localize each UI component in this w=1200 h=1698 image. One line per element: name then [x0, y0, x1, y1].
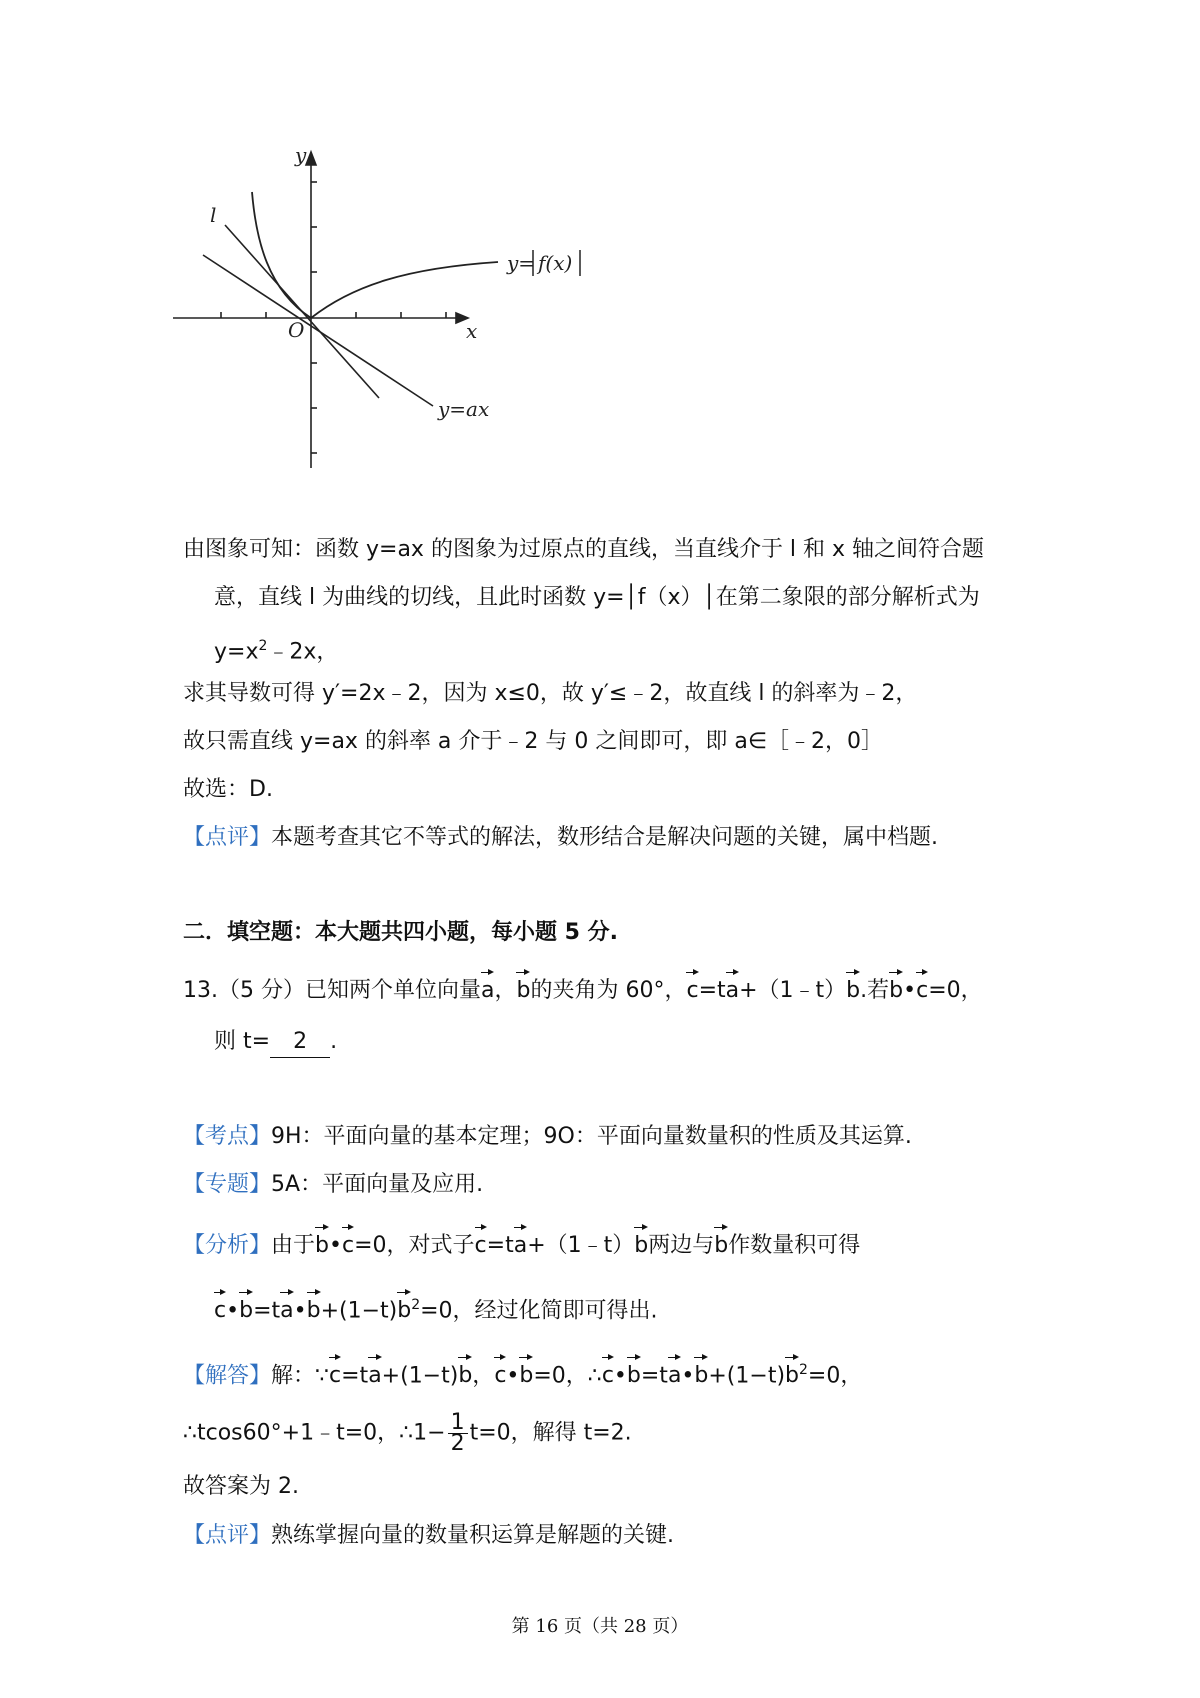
x-axis-label: x	[466, 319, 478, 343]
comment-tag-2: 【点评】	[183, 1523, 272, 1548]
answer-line: 故答案为 2.	[183, 1474, 299, 1499]
curve-label-prefix: y=	[507, 251, 536, 275]
tangent-line-l	[225, 225, 379, 398]
q13-prefix: 13.（5 分）已知两个单位向量	[183, 978, 481, 1003]
solution-line-2: 意，直线 l 为曲线的切线，且此时函数 y=│f（x）│在第二象限的部分解析式为	[214, 585, 980, 610]
line-l-label: l	[210, 203, 217, 227]
formula-post: ﹣2x，	[267, 639, 339, 665]
solution-line-6: 故选：D.	[183, 777, 273, 802]
line-y-ax	[203, 255, 433, 406]
comment-tag-1: 【点评】	[183, 825, 272, 850]
comment-1	[183, 823, 938, 853]
line-ax-label: y=ax	[438, 397, 490, 421]
zhuanti	[183, 1170, 483, 1200]
fenxi-line-2: $c•b=ta•b+(1-t)b^2=0$，经过化简即可得出.	[214, 1290, 658, 1326]
question-13: 13.（5 分）已知两个单位向量a，b的夹角为 60°，c=ta+（1﹣t）b.若b•c=0，	[183, 972, 983, 1006]
zhuanti-tag: 【专题】	[183, 1172, 272, 1197]
fenxi-tag: 【分析】	[183, 1233, 272, 1258]
fenxi-line-1: 【分析】由于b•c=0，对式子c=ta+（1﹣t）b两边与b作数量积可得	[183, 1227, 860, 1261]
curve-label-fx: f(x)	[538, 251, 573, 275]
y-axis-arrow	[306, 152, 316, 165]
answer-blank: 2	[270, 1027, 330, 1058]
comment-text-1: 本题考查其它不等式的解法，数形结合是解决问题的关键，属中档题.	[271, 825, 939, 850]
vec-b: b	[516, 972, 530, 1006]
q13-text2: 若	[867, 978, 890, 1003]
solution-line-1: 由图象可知：函数 y=ax 的图象为过原点的直线，当直线介于 l 和 x 轴之间符合题	[183, 537, 985, 562]
kaodian-text: 9H：平面向量的基本定理；9O：平面向量数量积的性质及其运算.	[271, 1124, 912, 1149]
solution-line-4: 求其导数可得 y′=2x﹣2，因为 x≤0，故 y′≤﹣2，故直线 l 的斜率为﹣2，	[183, 681, 918, 706]
x-ticks	[221, 312, 446, 318]
jieda-line-1: 【解答】解：∵c=ta+(1−t)b，c•b=0，$\therefore c•b=ta•b+(1-t)b^2=0$，	[183, 1355, 862, 1391]
question-13-answer: 则 t= 2 .	[214, 1027, 337, 1058]
zhuanti-text: 5A：平面向量及应用.	[271, 1172, 484, 1197]
curve-abs-fx	[252, 192, 498, 318]
solution-line-3	[214, 631, 338, 667]
y-axis-label: y	[295, 143, 307, 167]
vec-c: c	[686, 972, 698, 1006]
function-graph	[168, 140, 618, 475]
kaodian-tag: 【考点】	[183, 1124, 272, 1149]
vec-a: a	[481, 972, 494, 1006]
jieda-line-2: ∴tcos60°+1﹣t=0，∴1− $\frac{1}{2}$ t=0，解得 t=2.	[183, 1410, 632, 1456]
jieda-tag: 【解答】	[183, 1363, 272, 1389]
comment-text-2: 熟练掌握向量的数量积运算是解题的关键.	[271, 1523, 675, 1548]
solution-line-5: 故只需直线 y=ax 的斜率 a 介于﹣2 与 0 之间即可，即 a∈［﹣2，0］	[183, 729, 884, 754]
q13-text1: 的夹角为 60°，	[530, 978, 687, 1003]
origin-label: O	[288, 318, 305, 342]
section-heading: 二．填空题：本大题共四小题，每小题 5 分.	[183, 920, 618, 945]
comment-2	[183, 1521, 674, 1551]
page-footer: 第 16 页（共 28 页）	[511, 1616, 689, 1637]
formula-sup: 2	[258, 638, 268, 654]
formula-pre: y=x	[214, 639, 259, 665]
kaodian	[183, 1122, 912, 1152]
q13-ans-prefix: 则 t=	[214, 1029, 271, 1054]
fraction: $\frac{1}{2}$	[448, 1413, 468, 1454]
